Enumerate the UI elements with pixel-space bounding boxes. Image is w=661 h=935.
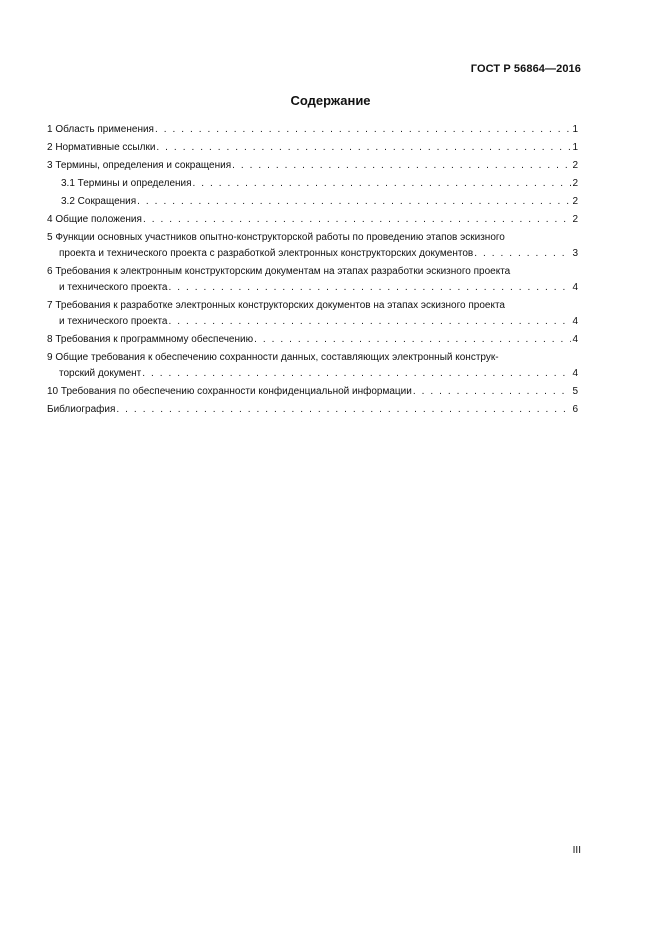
toc-entry-text: 5 Функции основных участников опытно-конструкторской работы по проведению этапов эскизного: [47, 232, 505, 243]
toc-entry-bibliography[interactable]: [47, 402, 578, 418]
toc-entry-page: 1: [572, 142, 578, 153]
toc-entry-2[interactable]: [47, 140, 578, 156]
toc-entry-1[interactable]: [47, 122, 578, 138]
page-number: III: [572, 845, 581, 856]
toc-entry-page: 3: [572, 248, 578, 259]
dot-leader: [169, 314, 572, 330]
toc-entry-page: 4: [572, 316, 578, 327]
toc-entry-text: 6 Требования к электронным конструкторским документам на этапах разработки эскизного проекта: [47, 266, 511, 277]
toc-entry-text: 7 Требования к разработке электронных конструкторских документов на этапах эскизного проекта: [47, 300, 505, 311]
toc-entry-page: 4: [572, 368, 578, 379]
toc-entry-page: 6: [572, 404, 578, 415]
toc-entry-text: 9 Общие требования к обеспечению сохранности данных, составляющих электронный конструк-: [47, 352, 499, 363]
dot-leader: [232, 158, 571, 174]
toc-entry-text-continued: торский документ: [59, 368, 142, 379]
toc-entry-6[interactable]: [47, 264, 578, 296]
toc-entry-3-2[interactable]: [47, 194, 578, 210]
toc-entry-text: 3.2 Сокращения: [61, 196, 137, 207]
toc-entry-page: 2: [572, 196, 578, 207]
toc-entry-page: 4: [572, 334, 578, 345]
toc-entry-9[interactable]: [47, 350, 578, 382]
toc-entry-text: 4 Общие положения: [47, 214, 142, 225]
dot-leader: [155, 122, 571, 138]
dot-leader: [142, 366, 571, 382]
table-of-contents: [47, 122, 578, 420]
toc-entry-page: 1: [572, 124, 578, 135]
toc-entry-text: 3 Термины, определения и сокращения: [47, 160, 232, 171]
dot-leader: [143, 212, 572, 228]
toc-entry-text: 8 Требования к программному обеспечению: [47, 334, 254, 345]
toc-entry-10[interactable]: [47, 384, 578, 400]
standard-code: ГОСТ Р 56864—2016: [470, 63, 581, 75]
dot-leader: [156, 140, 571, 156]
dot-leader: [116, 402, 571, 418]
toc-entry-page: 4: [572, 282, 578, 293]
toc-entry-page: 2: [572, 160, 578, 171]
toc-entry-4[interactable]: [47, 212, 578, 228]
dot-leader: [193, 176, 572, 192]
toc-entry-8[interactable]: [47, 332, 578, 348]
toc-entry-page: 2: [572, 214, 578, 225]
toc-entry-text: 3.1 Термины и определения: [61, 178, 192, 189]
toc-entry-text: 2 Нормативные ссылки: [47, 142, 156, 153]
toc-title: Содержание: [290, 93, 371, 108]
toc-entry-text-continued: проекта и технического проекта с разработкой электронных конструкторских документов: [59, 248, 474, 259]
toc-entry-7[interactable]: [47, 298, 578, 330]
toc-entry-3-1[interactable]: [47, 176, 578, 192]
dot-leader: [137, 194, 571, 210]
toc-entry-page: 2: [572, 178, 578, 189]
dot-leader: [413, 384, 572, 400]
toc-entry-text-continued: и технического проекта: [59, 282, 168, 293]
toc-entry-page: 5: [572, 386, 578, 397]
toc-entry-3[interactable]: [47, 158, 578, 174]
dot-leader: [254, 332, 571, 348]
dot-leader: [169, 280, 572, 296]
dot-leader: [474, 246, 571, 262]
toc-entry-text: 10 Требования по обеспечению сохранности конфиденциальной информации: [47, 386, 412, 397]
toc-entry-text: 1 Область применения: [47, 124, 154, 135]
toc-entry-text-continued: и технического проекта: [59, 316, 168, 327]
toc-entry-text: Библиография: [47, 404, 116, 415]
toc-entry-5[interactable]: [47, 230, 578, 262]
